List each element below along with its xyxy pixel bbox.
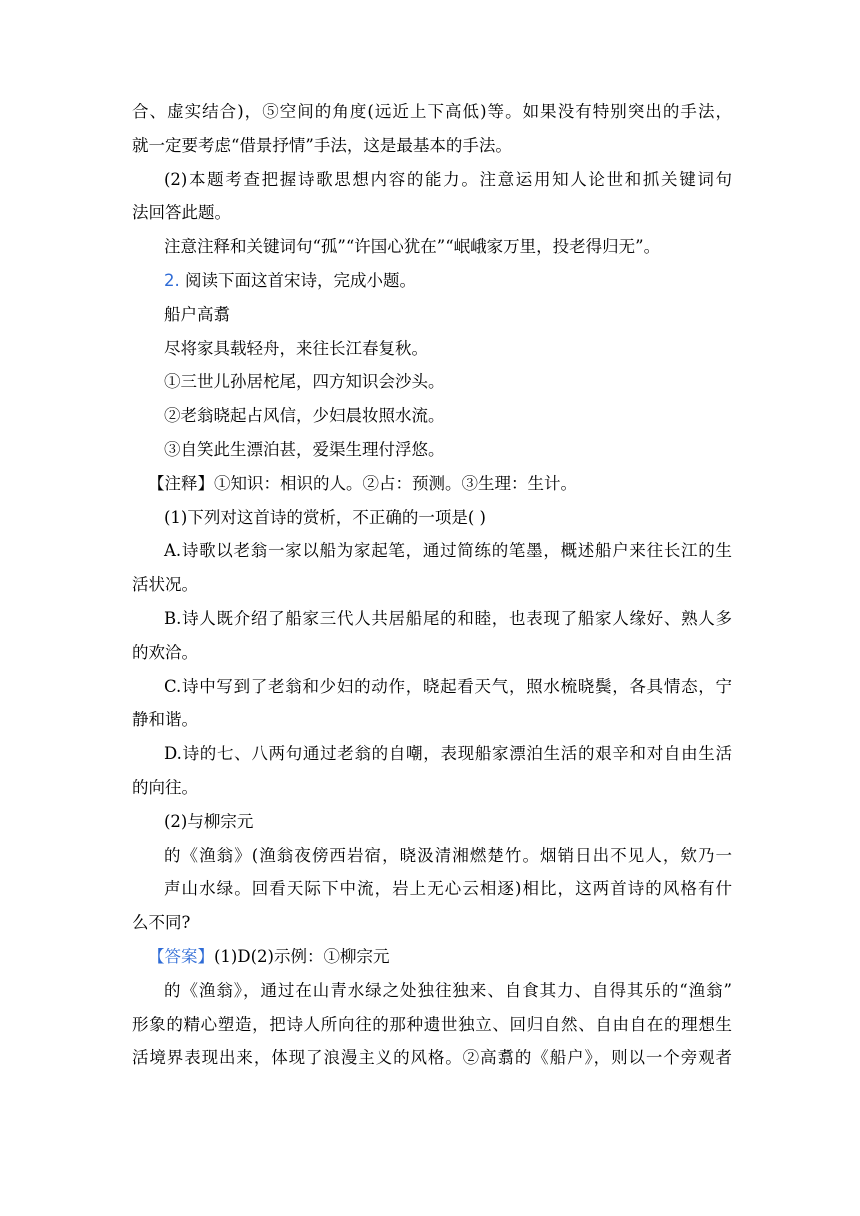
- sub-question-2-cont-1: 的《渔翁》(渔翁夜傍西岩宿，晓汲清湘燃楚竹。烟销日出不见人，欸乃一: [164, 846, 732, 865]
- option-d-cont: 的向往。: [132, 778, 198, 797]
- text-line-3: (2)本题考查把握诗歌思想内容的能力。注意运用知人论世和抓关键词句: [164, 170, 732, 189]
- question-number: 2.: [164, 271, 180, 290]
- option-d: D.诗的七、八两句通过老翁的自嘲，表现船家漂泊生活的艰辛和对自由生活: [164, 744, 732, 763]
- text-line-5: 注意注释和关键词句“孤”“许国心犹在”“岷峨家万里，投老得归无”。: [164, 237, 661, 256]
- poem-line-4: ③自笑此生漂泊甚，爱渠生理付浮悠。: [164, 440, 445, 459]
- option-c-cont: 静和谐。: [132, 710, 198, 729]
- answer-cont-1: 的《渔翁》，通过在山青水绿之处独往独来、自食其力、自得其乐的“渔翁”: [164, 981, 732, 1000]
- poem-title: 船户高翥: [164, 305, 230, 324]
- answer-cont-3: 活境界表现出来，体现了浪漫主义的风格。②高翥的《船户》，则以一个旁观者: [132, 1048, 732, 1067]
- option-b-cont: 的欢洽。: [132, 643, 198, 662]
- poem-line-3: ②老翁晓起占风信，少妇晨妆照水流。: [164, 406, 445, 425]
- question-2-heading: 2. 阅读下面这首宋诗，完成小题。: [164, 271, 416, 290]
- sub-question-2-cont-2: 声山水绿。回看天际下中流，岩上无心云相逐)相比，这两首诗的风格有什: [164, 879, 732, 898]
- option-a-cont: 活状况。: [132, 575, 198, 594]
- text-line-4: 法回答此题。: [132, 203, 231, 222]
- poem-line-1: 尽将家具载轻舟，来往长江春复秋。: [164, 339, 428, 358]
- poem-line-2: ①三世儿孙居柁尾，四方知识会沙头。: [164, 372, 445, 391]
- option-b: B.诗人既介绍了船家三代人共居船尾的和睦，也表现了船家人缘好、熟人多: [164, 609, 732, 628]
- option-c: C.诗中写到了老翁和少妇的动作，晓起看天气，照水梳晓鬓，各具情态，宁: [164, 677, 732, 696]
- text-line-2: 就一定要考虑“借景抒情”手法，这是最基本的手法。: [132, 136, 512, 155]
- option-a: A.诗歌以老翁一家以船为家起笔，通过简练的笔墨，概述船户来往长江的生: [164, 541, 732, 560]
- sub-question-1: (1)下列对这首诗的赏析，不正确的一项是( ): [164, 508, 486, 527]
- annotation-note: 【注释】①知识：相识的人。②占：预测。③生理：生计。: [148, 474, 577, 493]
- sub-question-2-cont-3: 么不同?: [132, 913, 191, 932]
- text-line-1: 合、虚实结合)，⑤空间的角度(远近上下高低)等。如果没有特别突出的手法，: [132, 102, 732, 121]
- answer-label: 【答案】: [148, 947, 214, 966]
- answer-line: 【答案】(1)D(2)示例：①柳宗元: [148, 947, 390, 966]
- answer-cont-2: 形象的精心塑造，把诗人所向往的那种遗世独立、回归自然、自由自在的理想生: [132, 1015, 732, 1034]
- sub-question-2: (2)与柳宗元: [164, 812, 254, 831]
